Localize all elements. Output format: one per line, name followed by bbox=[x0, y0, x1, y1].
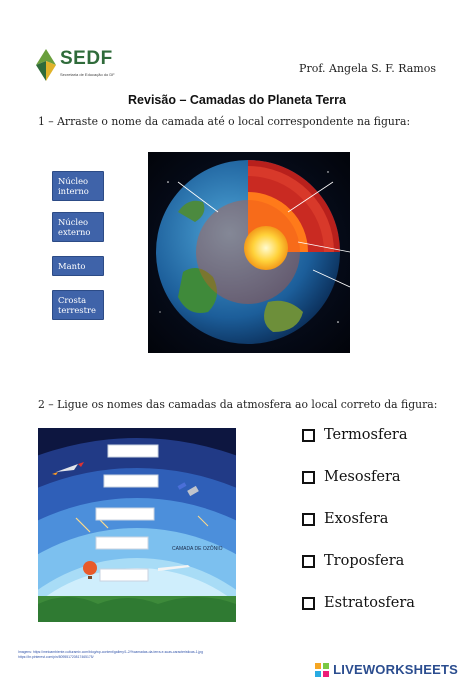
option-label: Mesosfera bbox=[324, 469, 401, 485]
liveworksheets-logo-icon bbox=[315, 663, 329, 677]
drop-target-1 bbox=[108, 445, 158, 457]
earth-cutaway-image bbox=[148, 152, 350, 353]
atmosphere-layers-figure bbox=[38, 428, 236, 622]
checkbox-icon[interactable] bbox=[302, 429, 315, 442]
drag-label-crosta-terrestre[interactable]: Crosta terrestre bbox=[52, 290, 104, 320]
sedf-logo bbox=[34, 48, 124, 84]
checkbox-icon[interactable] bbox=[302, 513, 315, 526]
liveworksheets-brand[interactable] bbox=[315, 662, 458, 677]
option-exosfera[interactable] bbox=[302, 511, 388, 527]
option-estratosfera[interactable] bbox=[302, 595, 415, 611]
atmosphere-image bbox=[38, 428, 236, 622]
drop-target-5 bbox=[100, 569, 148, 581]
option-termosfera[interactable] bbox=[302, 427, 408, 443]
option-label: Troposfera bbox=[324, 553, 405, 569]
drag-label-nucleo-externo[interactable]: Núcleo externo bbox=[52, 212, 104, 242]
earth-layers-figure bbox=[148, 152, 350, 353]
option-label: Estratosfera bbox=[324, 595, 415, 611]
checkbox-icon[interactable] bbox=[302, 555, 315, 568]
ozone-label: CAMADA DE OZÔNIO bbox=[172, 546, 223, 552]
reference-link[interactable]: https://br.pinterest.com/pin/809551720817465175/ bbox=[18, 655, 94, 659]
drag-label-nucleo-interno[interactable]: Núcleo interno bbox=[52, 171, 104, 201]
drop-target-2 bbox=[104, 475, 158, 487]
question-1-text: 1 – Arraste o nome da camada até o local correspondente na figura: bbox=[38, 115, 411, 128]
checkbox-icon[interactable] bbox=[302, 471, 315, 484]
page-title: Revisão – Camadas do Planeta Terra bbox=[128, 93, 346, 107]
author-name: Prof. Angela S. F. Ramos bbox=[299, 62, 436, 75]
option-label: Termosfera bbox=[324, 427, 408, 443]
drag-label-manto[interactable]: Manto bbox=[52, 256, 104, 276]
logo-text: SEDF bbox=[60, 48, 113, 69]
sedf-logo-icon bbox=[34, 48, 58, 82]
drop-target-3 bbox=[96, 508, 154, 520]
option-label: Exosfera bbox=[324, 511, 389, 527]
brand-text: LIVEWORKSHEETS bbox=[333, 662, 458, 677]
logo-subtitle: Secretaria de Educação do DF bbox=[60, 72, 115, 77]
checkbox-icon[interactable] bbox=[302, 597, 315, 610]
question-2-text: 2 – Ligue os nomes das camadas da atmosfera ao local correto da figura: bbox=[38, 398, 438, 411]
drop-target-4 bbox=[96, 537, 148, 549]
image-references bbox=[18, 650, 318, 660]
option-mesosfera[interactable] bbox=[302, 469, 401, 485]
reference-link[interactable]: Imagens: https://meioambiente.culturamix.com/blog/wp-content/gallery/1-2/%camadas-da-terra-e-suas-caracteristicas-1.jpg bbox=[18, 650, 204, 654]
option-troposfera[interactable] bbox=[302, 553, 404, 569]
